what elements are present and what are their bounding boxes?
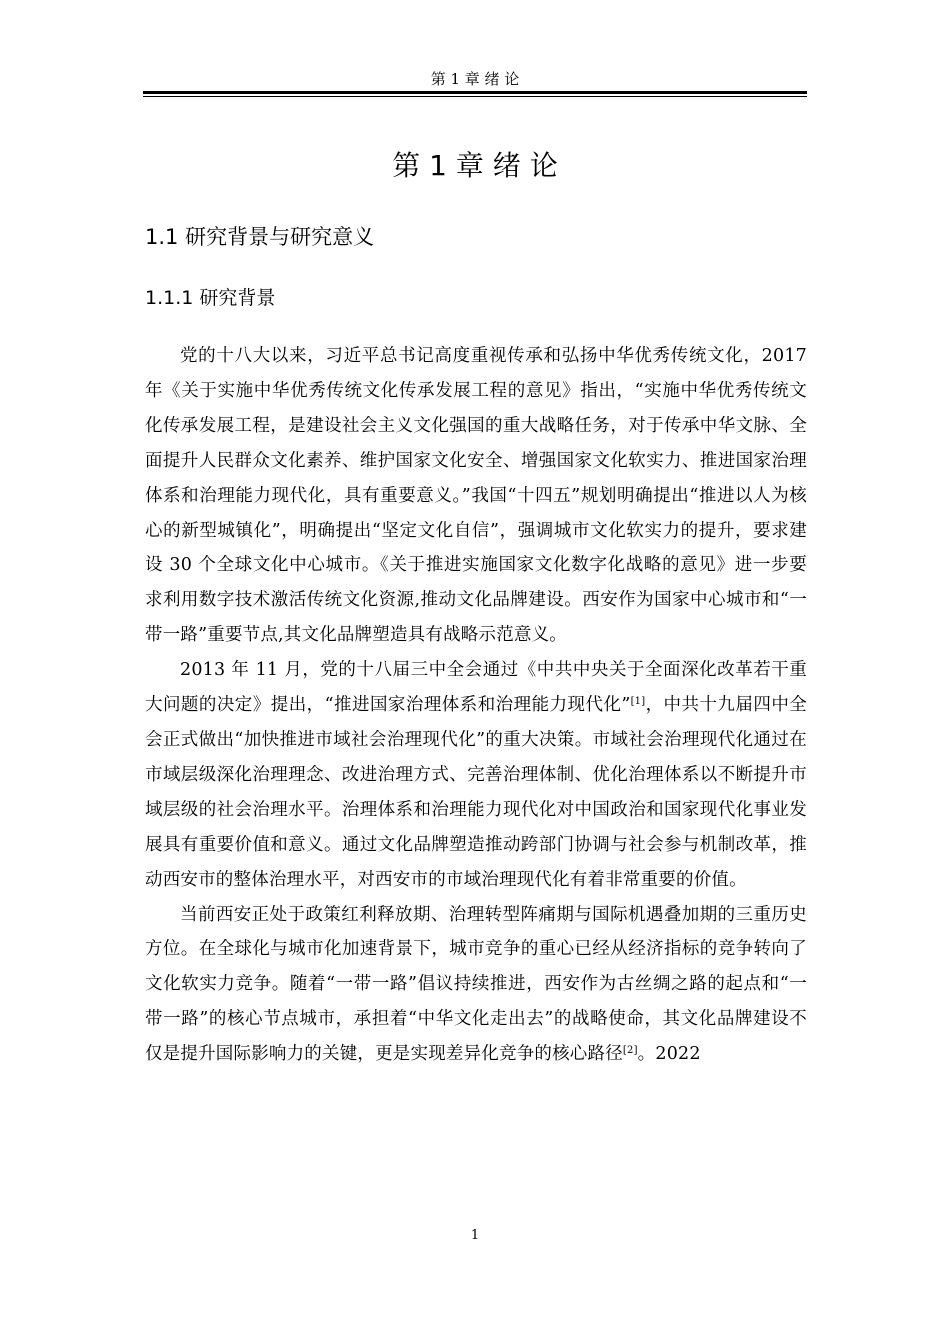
- paragraph-1: 党的十八大以来，习近平总书记高度重视传承和弘扬中华优秀传统文化，2017 年《关于实施中华优秀传统文化传承发展工程的意见》指出，“实施中华优秀传统文化传承发展工程，是建设社会主义文化强国的重大战略任务，对于传承中华文脉、全面提升人民群众文化素养、维护国家文化安全、增强国家文化软实力、推进国家治理体系和治理能力现代化，具有重要意义。”我国“十四五”规划明确提出“推进以人为核心的新型城镇化”，明确提出“坚定文化自信”，强调城市文化软实力的提升，要求建设 30 个全球文化中心城市。《关于推进实施国家文化数字化战略的意见》进一步要求利用数字技术激活传统文化资源,推动文化品牌建设。西安作为国家中心城市和“一带一路”重要节点,其文化品牌塑造具有战略示范意义。: [145, 346, 807, 646]
- citation-ref-1: [1]: [630, 696, 646, 708]
- paragraph-2-text-a: 2013 年 11 月，党的十八届三中全会通过《中共中央关于全面深化改革若干重大问题的决定》提出，“推进国家治理体系和治理能力现代化”: [145, 660, 807, 716]
- page-number: 1: [470, 1228, 480, 1243]
- running-header: 第 1 章 绪 论: [430, 70, 520, 88]
- paragraph-3-text-a: 当前西安正处于政策红利释放期、治理转型阵痛期与国际机遇叠加期的三重历史方位。在全球化与城市化加速背景下，城市竞争的重心已经从经济指标的竞争转向了文化软实力竞争。随着“一带一路”倡议持续推进，西安作为古丝绸之路的起点和“一带一路”的核心节点城市，承担着“中华文化走出去”的战略使命，其文化品牌建设不仅是提升国际影响力的关键，更是实现差异化竞争的核心路径: [145, 904, 807, 1065]
- paragraph-3-text-b: 。2022: [637, 1044, 701, 1065]
- paragraph-2: [145, 653, 807, 897]
- citation-ref-2: [2]: [622, 1045, 638, 1057]
- subsection-heading-1-1-1: 1.1.1 研究背景: [145, 287, 276, 309]
- chapter-title: 第 1 章 绪 论: [392, 149, 558, 182]
- section-heading-1-1: 1.1 研究背景与研究意义: [145, 225, 375, 249]
- body-text: [145, 339, 807, 1072]
- paragraph-2-text-b: ，中共十九届四中全会正式做出“加快推进市域社会治理现代化”的重大决策。市域社会治理现代化通过在市域层级深化治理理念、改进治理方式、完善治理体制、优化治理体系以不断提升市域层级的社会治理水平。治理体系和治理能力现代化对中国政治和国家现代化事业发展具有重要价值和意义。通过文化品牌塑造推动跨部门协调与社会参与机制改革，推动西安市的整体治理水平，对西安市的市域治理现代化有着非常重要的价值。: [145, 695, 807, 890]
- header-rule-thin: [143, 96, 807, 97]
- header-rule-thick: [143, 91, 807, 94]
- paragraph-3: [145, 898, 807, 1073]
